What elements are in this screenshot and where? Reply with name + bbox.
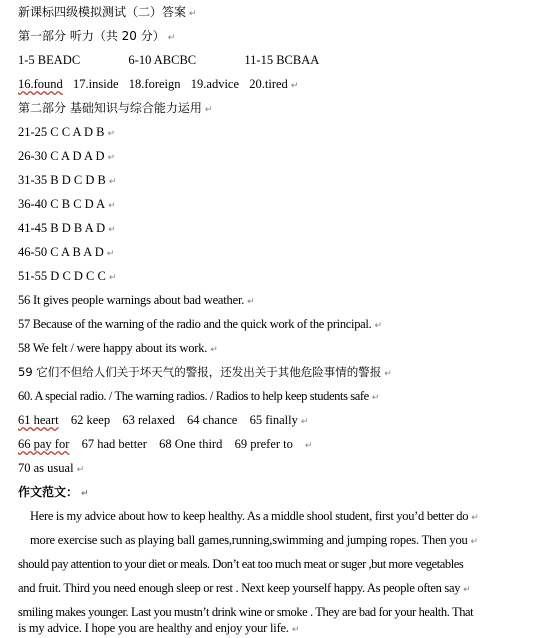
part2-heading <box>18 100 212 118</box>
essay-line <box>18 620 516 638</box>
return-mark-icon: ↵ <box>108 177 117 187</box>
return-mark-icon: ↵ <box>107 153 116 163</box>
essay-text: should pay attention to your diet or meals. Don’t eat too much meat or suger ,but more vegetables <box>18 557 464 571</box>
return-mark-icon: ↵ <box>108 201 116 211</box>
return-mark-icon: ↵ <box>204 105 213 115</box>
part1-choice-answers <box>18 52 319 68</box>
return-mark-icon: ↵ <box>247 297 255 307</box>
answer-text: 56 It gives people warnings about bad weather. <box>18 293 245 307</box>
essay-text: smiling makes younger. Last you mustn’t drink wine or smoke . They are bad for your health. That <box>18 605 474 619</box>
return-mark-icon: ↵ <box>300 417 309 427</box>
fill-answer: 19.advice <box>190 77 240 91</box>
choice-row-text: 41-45 B D B A D <box>18 221 106 235</box>
fill-answer: 66 pay for <box>18 437 70 451</box>
return-mark-icon: ↵ <box>81 489 89 499</box>
essay-line <box>18 508 516 526</box>
return-mark-icon: ↵ <box>210 345 218 355</box>
part2-title-text: 第二部分 基础知识与综合能力运用 <box>18 101 202 115</box>
essay-line <box>18 580 516 598</box>
answer-59 <box>18 364 392 382</box>
answer-text: 60. A special radio. / The warning radios. / Radios to help keep students safe <box>18 389 369 403</box>
fill-answer: 64 chance <box>187 413 238 427</box>
essay-line <box>18 556 516 572</box>
answer-58 <box>18 340 218 358</box>
essay-heading-text: 作文范文： <box>18 485 79 499</box>
fill-answer: 16.found <box>18 77 63 91</box>
essay-text: Here is my advice about how to keep healthy. As a middle shool student, first you’d better do <box>30 509 469 523</box>
answers-61-65 <box>18 412 308 430</box>
essay-text: more exercise such as playing ball games,running,swimming and jumping ropes. Then you <box>30 533 468 547</box>
fill-answer: 17.inside <box>73 77 119 91</box>
return-mark-icon: ↵ <box>470 537 478 547</box>
choice-row <box>18 124 115 142</box>
answer-group: 11-15 BCBAA <box>244 53 320 67</box>
return-mark-icon: ↵ <box>304 441 313 451</box>
essay-text: and fruit. Third you need enough sleep or rest . Next keep yourself happy. As people often say <box>18 581 461 595</box>
return-mark-icon: ↵ <box>167 33 176 43</box>
return-mark-icon: ↵ <box>371 393 379 403</box>
answer-text: 58 We felt / were happy about its work. <box>18 341 208 355</box>
choice-row <box>18 148 115 166</box>
return-mark-icon: ↵ <box>76 465 85 475</box>
fill-answer: 61 heart <box>18 413 59 427</box>
answer-text: 70 as usual <box>18 461 74 475</box>
answer-60 <box>18 388 379 406</box>
fill-answer: 65 finally <box>249 413 298 427</box>
choice-row-text: 26-30 C A D A D <box>18 149 105 163</box>
fill-answer: 20.tired <box>249 77 288 91</box>
choice-row-text: 46-50 C A B A D <box>18 245 104 259</box>
part1-fill-answers <box>18 76 298 94</box>
answer-text: 57 Because of the warning of the radio and the quick work of the principal. <box>18 317 372 331</box>
answers-66-69 <box>18 436 312 454</box>
essay-heading <box>18 484 89 502</box>
title-text: 新课标四级模拟测试（二）答案 <box>18 5 187 19</box>
choice-row <box>18 244 114 262</box>
choice-row <box>18 196 116 214</box>
part1-heading <box>18 28 175 46</box>
answer-57 <box>18 316 382 334</box>
return-mark-icon: ↵ <box>107 129 116 139</box>
return-mark-icon: ↵ <box>374 321 382 331</box>
return-mark-icon: ↵ <box>189 9 197 19</box>
choice-row-text: 21-25 C C A D B <box>18 125 105 139</box>
fill-answer: 69 prefer to <box>234 437 293 451</box>
return-mark-icon: ↵ <box>108 273 117 283</box>
return-mark-icon: ↵ <box>384 369 392 379</box>
choice-row <box>18 172 116 190</box>
part1-title-text: 第一部分 听力（共 20 分） <box>18 29 165 43</box>
answer-56 <box>18 292 255 310</box>
return-mark-icon: ↵ <box>463 585 471 595</box>
return-mark-icon: ↵ <box>291 625 300 635</box>
choice-row-text: 36-40 C B C D A <box>18 197 106 211</box>
choice-row-text: 51-55 D C D C C <box>18 269 106 283</box>
return-mark-icon: ↵ <box>471 513 479 523</box>
return-mark-icon: ↵ <box>290 81 299 91</box>
fill-answer: 67 had better <box>81 437 147 451</box>
fill-answer: 18.foreign <box>128 77 181 91</box>
document-title <box>18 4 197 22</box>
choice-row <box>18 220 116 238</box>
essay-line <box>18 532 516 550</box>
choice-row-text: 31-35 B D C D B <box>18 173 106 187</box>
return-mark-icon: ↵ <box>108 225 116 235</box>
fill-answer: 63 relaxed <box>122 413 175 427</box>
fill-answer: 68 One third <box>159 437 223 451</box>
essay-line <box>18 604 516 620</box>
answer-group: 1-5 BEADC <box>18 53 81 67</box>
choice-row <box>18 268 116 286</box>
essay-text: is my advice. I hope you are healthy and enjoy your life. <box>18 621 289 635</box>
fill-answer: 62 keep <box>70 413 111 427</box>
answer-group: 6-10 ABCBC <box>128 53 197 67</box>
answer-70 <box>18 460 84 478</box>
return-mark-icon: ↵ <box>106 249 115 259</box>
answer-text: 59 它们不但给人们关于坏天气的警报，还发出关于其他危险事情的警报 <box>18 365 382 379</box>
